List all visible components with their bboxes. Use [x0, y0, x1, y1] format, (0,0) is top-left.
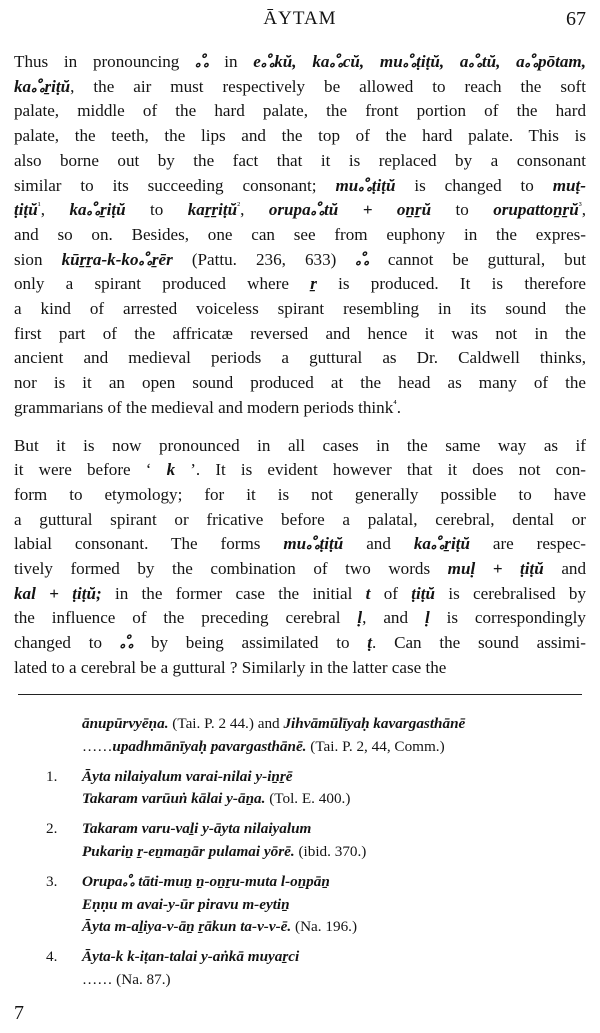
footnote-line — [46, 736, 586, 759]
text-run: (Tol. E. 400.) — [265, 790, 351, 808]
footnote-line — [46, 841, 586, 864]
text-run: also borne out by the fact that it is replaced by a consonant — [14, 150, 586, 170]
transliteration: kaஃṟiṭŭ — [14, 76, 71, 96]
transliteration: Āyta m-aḻiya-v-āṉ ṟākun ta-v-v-ē. — [82, 918, 292, 936]
text-run: a guttural spirant or fricative before a palatal, cerebral, dental or — [14, 509, 586, 529]
transliteration: ṭ — [367, 633, 373, 653]
text-line — [14, 174, 586, 199]
transliteration: muஃṭiṭŭ — [335, 175, 396, 195]
transliteration: eஃkŭ, kaஃcŭ, muஃṭiṭŭ, aஃtŭ, aஃpōtam, — [253, 52, 587, 71]
transliteration: ḷ — [357, 608, 363, 628]
footnotes — [46, 713, 586, 992]
main-text — [14, 50, 586, 681]
transliteration: k — [166, 460, 176, 480]
transliteration: kal + ṭiṭŭ; — [14, 583, 102, 603]
running-title: ĀYTAM — [263, 8, 337, 29]
text-run: (Pattu. 236, 633) — [172, 249, 356, 269]
text-run: first part of the affricatæ reversed and hence it was not in the — [14, 323, 586, 343]
text-run: and — [343, 534, 414, 554]
text-run: is changed to — [395, 175, 553, 195]
transliteration: muṭ- — [552, 175, 586, 195]
transliteration: muஃṭiṭŭ — [283, 534, 344, 554]
text-run: a kind of arrested voiceless spirant resembling in its sound the — [14, 299, 586, 319]
footnote-line — [46, 788, 586, 811]
text-run: , — [581, 200, 586, 220]
text-run: ’. It is evident however that it does not con- — [175, 460, 587, 480]
transliteration: Takaram varūuṅ kālai y-āṉa. — [82, 790, 266, 808]
footnote-number: 1. — [46, 767, 58, 785]
text-run: (ibid. 370.) — [294, 842, 367, 860]
text-run: labial consonant. The forms — [14, 534, 284, 554]
footnote-line — [46, 766, 586, 789]
text-run: is cerebralised by — [435, 583, 586, 603]
text-line — [14, 198, 586, 223]
footnote-line — [46, 916, 586, 939]
text-line — [14, 322, 586, 347]
transliteration: ஃ — [355, 249, 369, 269]
signature-mark: 7 — [14, 1002, 24, 1024]
text-line — [14, 631, 586, 656]
footnote-line — [46, 894, 586, 917]
text-line — [14, 223, 586, 248]
text-run: But it is now pronounced in all cases in the same way as if — [14, 435, 586, 455]
text-run: in — [208, 52, 254, 71]
text-line — [14, 434, 586, 459]
text-run: , the air must respectively be allowed to reach the soft — [70, 76, 586, 96]
transliteration: muḷ + ṭiṭŭ — [447, 559, 544, 579]
text-line — [14, 656, 586, 681]
transliteration: orupaஃtŭ + oṉṟŭ — [268, 200, 432, 220]
text-run: similar to its succeeding consonant; — [14, 175, 336, 195]
paragraph — [14, 50, 586, 421]
text-line — [14, 297, 586, 322]
text-line — [14, 346, 586, 371]
footnote-line — [46, 818, 586, 841]
text-run: palate, middle of the hard palate, the front portion of the hard — [14, 101, 586, 121]
transliteration: ṟ — [310, 274, 317, 294]
transliteration: orupattoṉṟŭ — [493, 200, 579, 220]
text-line — [14, 371, 586, 396]
transliteration: ḷ — [424, 608, 430, 628]
footnote-ref: ¹ — [37, 200, 41, 212]
transliteration: kaஃṟiṭŭ — [69, 200, 126, 220]
text-run: . Can the sound assimi- — [372, 633, 586, 653]
text-run: by being assimilated to — [133, 633, 368, 653]
footnote-line — [46, 969, 586, 992]
text-line — [14, 50, 586, 75]
footnote-line — [46, 946, 586, 969]
text-run: it were before ‘ — [14, 460, 167, 480]
transliteration: Āyta-k k-iṭan-talai y-aṅkā muyaṟci — [82, 948, 300, 966]
footnote-line — [46, 871, 586, 894]
text-run: is correspondingly — [429, 608, 586, 628]
text-run: Thus in pronouncing — [14, 52, 196, 71]
transliteration: Pukariṉ ṟ-eṉmaṉār pulamai yōrē. — [82, 842, 295, 860]
text-run: and so on. Besides, one can see from euphony in the expres- — [14, 224, 586, 244]
text-run: in the former case the initial — [101, 583, 366, 603]
transliteration: ānupūrvyēṇa. — [82, 715, 169, 732]
text-run: of — [370, 583, 412, 603]
text-run: are respec- — [469, 534, 586, 554]
footnote-number: 3. — [46, 872, 58, 890]
text-run: to — [431, 200, 494, 220]
footnote-divider — [18, 694, 582, 695]
text-run: the influence of the preceding cerebral — [14, 608, 358, 628]
transliteration: ṭiṭŭ — [411, 583, 436, 603]
text-line — [14, 75, 586, 100]
text-run: tively formed by the combination of two words — [14, 559, 448, 579]
transliteration: upadhmānīyaḥ pavargasthānē. — [112, 737, 307, 755]
text-run: form to etymology; for it is not generally possible to have — [14, 484, 586, 504]
transliteration: ஃ — [119, 633, 134, 653]
text-run: palate, the teeth, the lips and the top of the hard palate. This is — [14, 126, 586, 146]
text-run: , and — [362, 608, 425, 628]
footnote-ref: ⁴ — [393, 398, 397, 410]
text-run: and — [543, 559, 586, 579]
text-line — [14, 557, 586, 582]
text-run: changed to — [14, 633, 120, 653]
text-run: , — [40, 200, 70, 220]
text-line — [14, 396, 586, 421]
transliteration: Orupaஃ tāti-muṉ ṉ-oṉṟu-muta l-oṉpāṉ — [82, 872, 330, 890]
text-line — [14, 483, 586, 508]
footnote-ref: ² — [237, 200, 241, 212]
transliteration: kaṟṟiṭŭ — [187, 200, 238, 220]
footnote-ref: ³ — [578, 200, 582, 212]
transliteration: kūṟṟa-k-koஃṟēr — [61, 249, 173, 269]
text-run: is produced. It is therefore — [316, 274, 586, 294]
text-line — [14, 149, 586, 174]
page-number: 67 — [566, 8, 586, 30]
transliteration: kaஃṟiṭŭ — [413, 534, 470, 554]
footnote-line — [46, 713, 586, 736]
text-run: to — [125, 200, 188, 220]
footnote-number: 2. — [46, 820, 58, 838]
transliteration: Eṇṇu m avai-y-ūr piravu m-eytiṉ — [82, 895, 290, 913]
text-run: (Tai. P. 2, 44, Comm.) — [306, 737, 445, 755]
text-run: …… — [82, 737, 113, 755]
text-run: , — [240, 200, 269, 220]
text-run: cannot be guttural, but — [368, 249, 586, 269]
text-line — [14, 582, 586, 607]
transliteration: Jihvāmūlīyaḥ kavargasthānē — [283, 715, 466, 732]
text-run: sion — [14, 249, 62, 269]
text-run: . — [396, 397, 402, 417]
text-run: ancient and medieval periods a guttural as Dr. Caldwell thinks, — [14, 348, 586, 368]
text-run: only a spirant produced where — [14, 274, 311, 294]
text-line — [14, 272, 586, 297]
transliteration: Āyta nilaiyalum varai-nilai y-iṉṟē — [82, 767, 293, 785]
transliteration: t — [365, 583, 371, 603]
text-run: (Tai. P. 2 44.) and — [168, 715, 284, 732]
transliteration: ṭiṭŭ — [14, 200, 38, 220]
text-run: nor is it an open sound produced at the head as many of the — [14, 373, 586, 393]
text-line — [14, 458, 586, 483]
text-line — [14, 508, 586, 533]
text-line — [14, 606, 586, 631]
paragraph — [14, 434, 586, 681]
text-run: grammarians of the medieval and modern periods think — [14, 397, 394, 417]
text-run: (Na. 196.) — [291, 918, 358, 936]
text-line — [14, 248, 586, 273]
text-line — [14, 124, 586, 149]
transliteration: ஃ — [195, 52, 209, 71]
text-run: …… (Na. 87.) — [82, 970, 171, 988]
text-line — [14, 532, 586, 557]
text-line — [14, 99, 586, 124]
text-run: lated to a cerebral be a guttural ? Similarly in the latter case the — [14, 657, 447, 677]
transliteration: Takaram varu-vaḻi y-āyta nilaiyalum — [82, 820, 312, 838]
footnote-number: 4. — [46, 948, 58, 966]
page-header — [0, 8, 600, 34]
